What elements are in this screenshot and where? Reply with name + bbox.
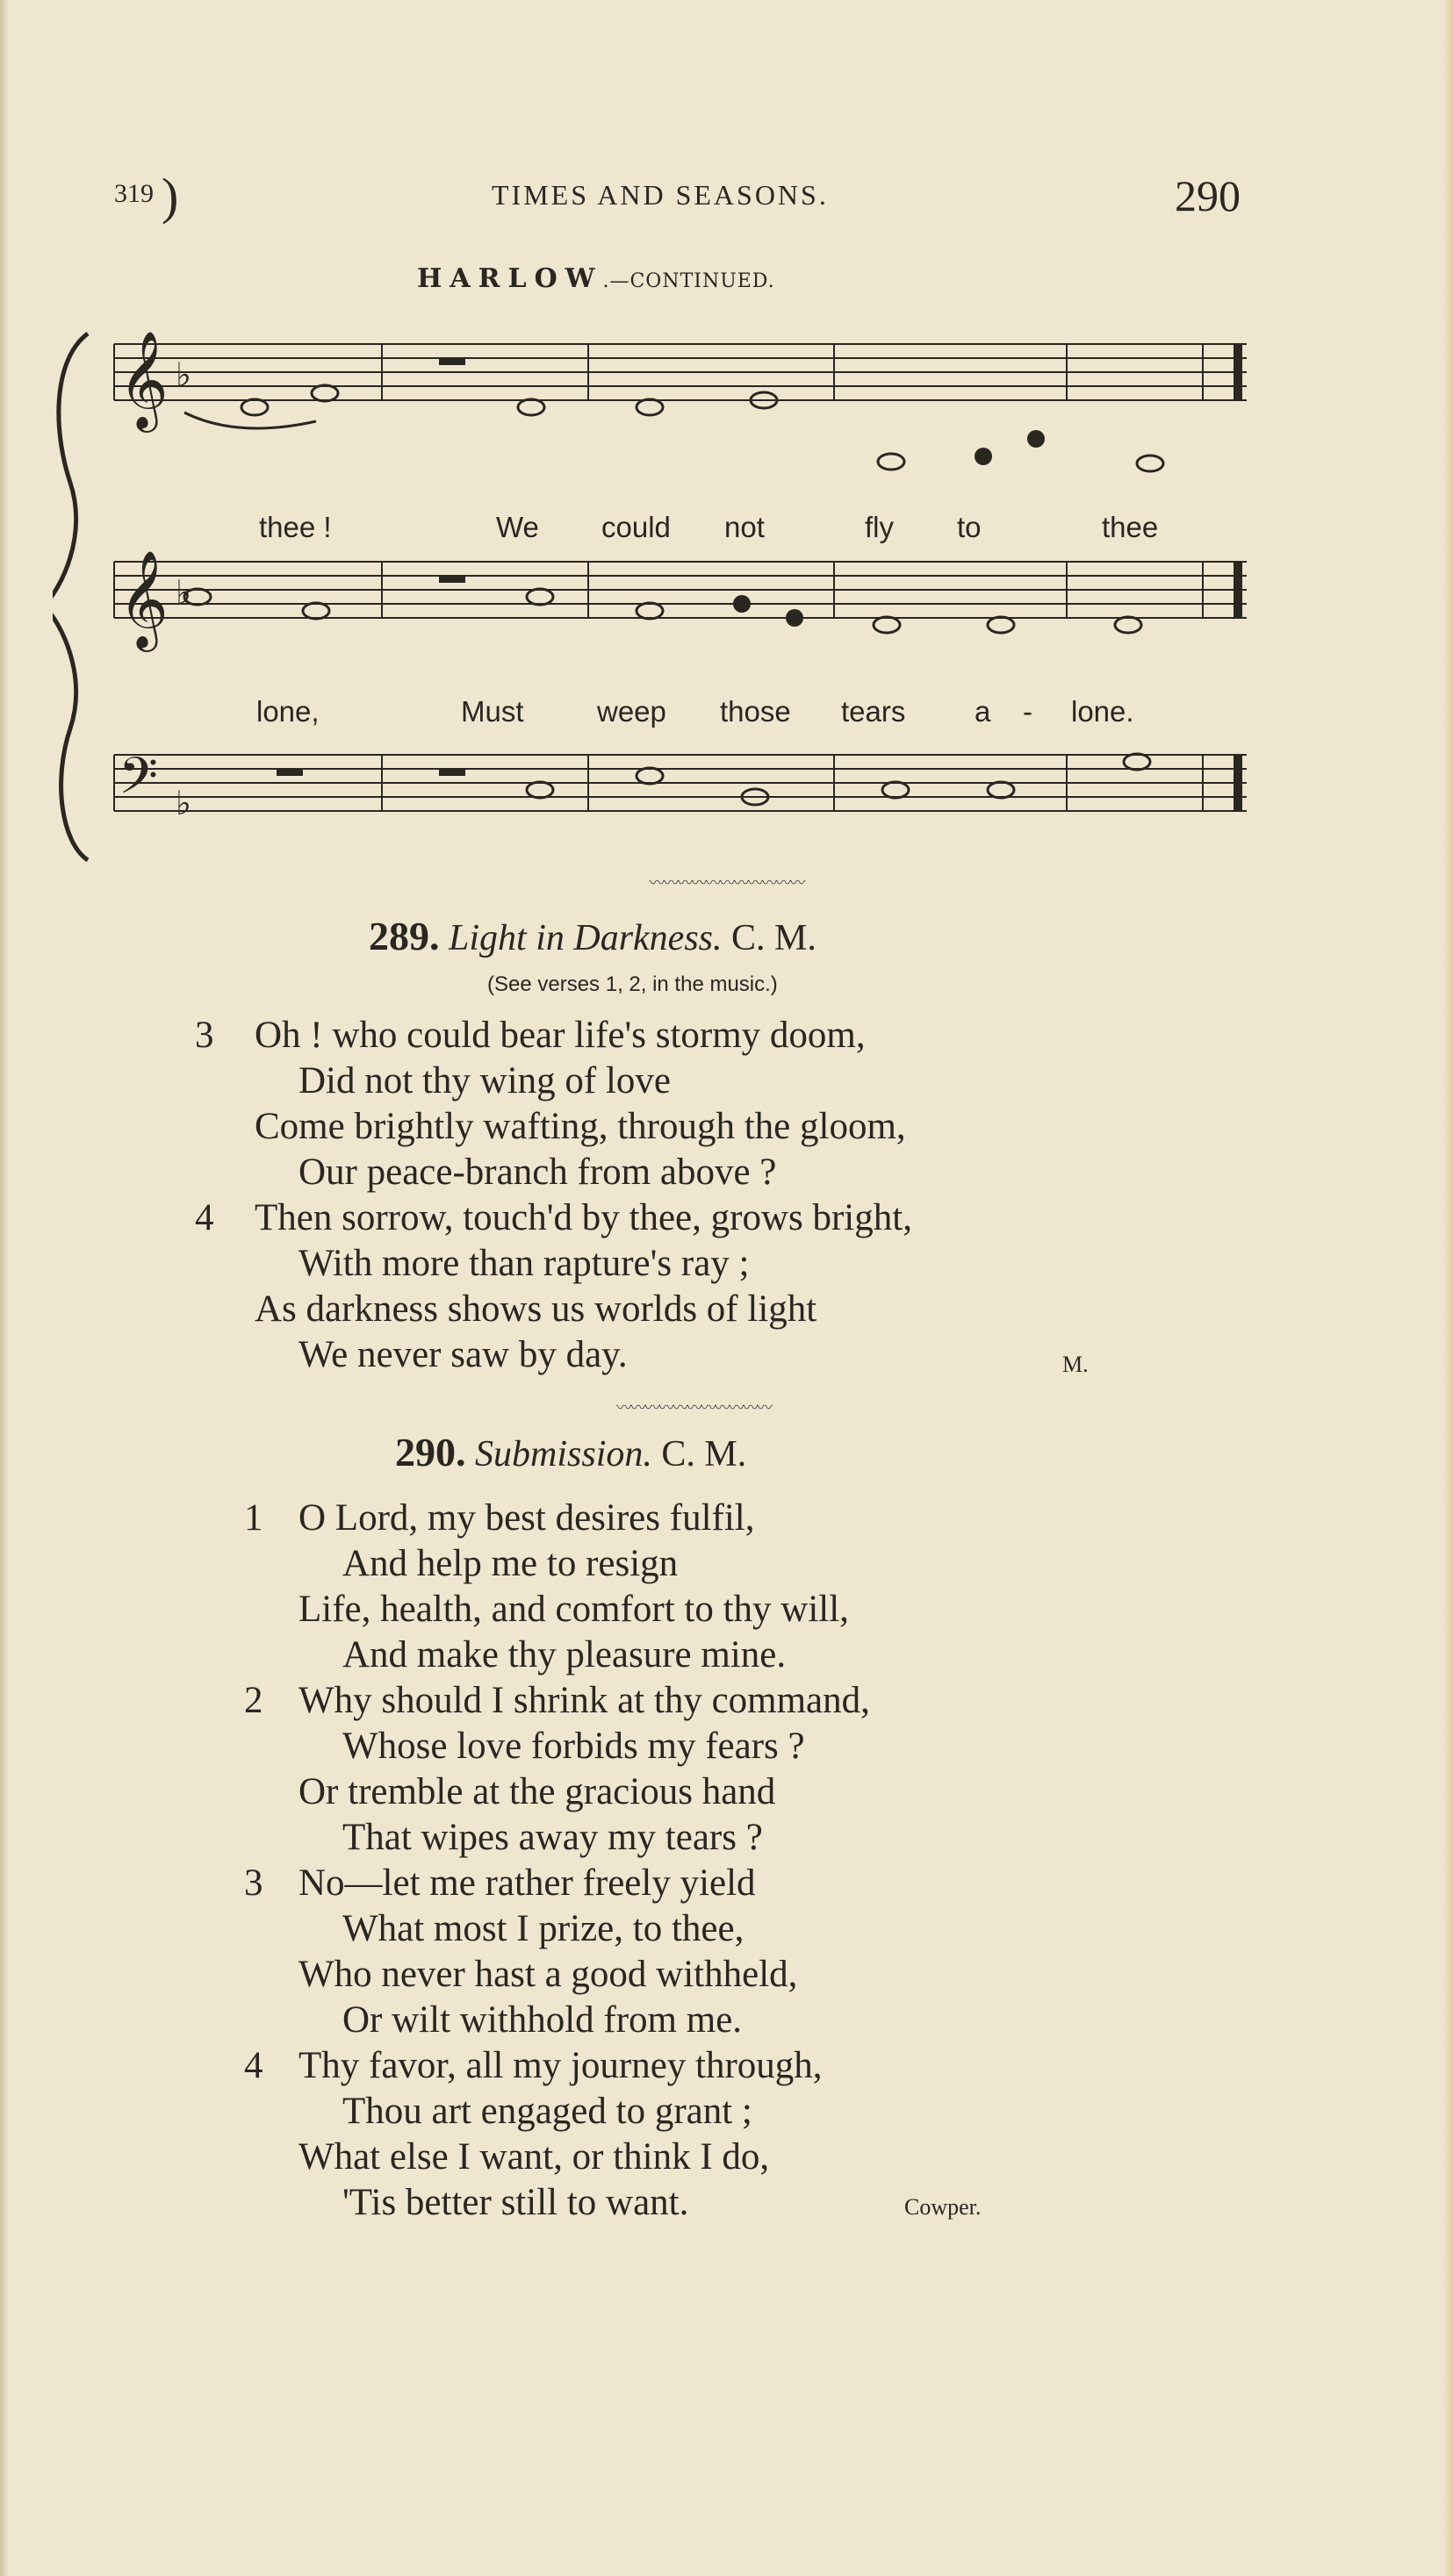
- lyric-word: tears: [841, 695, 906, 728]
- verse-line: 'Tis better still to want.: [342, 2182, 689, 2223]
- verse-line: What else I want, or think I do,: [299, 2136, 770, 2178]
- music-score: [53, 325, 1264, 869]
- verse-line: Thy favor, all my journey through,: [299, 2045, 823, 2086]
- verse-number: 1: [244, 1497, 263, 1539]
- hymn-name: Submission.: [475, 1434, 652, 1475]
- verse-line: Or tremble at the gracious hand: [299, 1771, 776, 1812]
- hymn-name: Light in Darkness.: [449, 918, 723, 958]
- hymn-title: [369, 913, 816, 959]
- verse-line: Come brightly wafting, through the gloom,: [255, 1106, 906, 1147]
- wave-divider: 〰〰〰〰〰〰〰〰〰〰〰: [616, 1399, 771, 1417]
- lyric-word: lone.: [1071, 695, 1134, 728]
- lyric-word: -: [1023, 695, 1032, 728]
- verse-line: And help me to resign: [342, 1543, 679, 1584]
- verse-line: Life, health, and comfort to thy will,: [299, 1589, 849, 1630]
- lyric-word: not: [724, 511, 765, 543]
- tune-continued: .—CONTINUED.: [602, 270, 775, 292]
- lyric-word: to: [957, 511, 982, 543]
- bass-staff: [114, 755, 1247, 811]
- tune-name: HARLOW: [417, 263, 603, 294]
- lyric-word: lone,: [256, 695, 320, 728]
- tune-title: [417, 263, 775, 294]
- verse-line: As darkness shows us worlds of light: [255, 1288, 817, 1330]
- verse-line: Then sorrow, touch'd by thee, grows bright,: [255, 1197, 912, 1238]
- verse-line: And make thy pleasure mine.: [342, 1634, 787, 1675]
- treble-staff: [114, 344, 1247, 400]
- verse-line: With more than rapture's ray ;: [299, 1243, 750, 1284]
- verse-number: 2: [244, 1680, 263, 1721]
- hymn-author: M.: [1062, 1352, 1089, 1377]
- lyric-word: Must: [461, 695, 524, 728]
- verse-line: Who never hast a good withheld,: [299, 1954, 798, 1995]
- lyric-word: thee !: [259, 511, 332, 543]
- verse-number: 4: [195, 1197, 214, 1238]
- hymn-note: (See verses 1, 2, in the music.): [487, 972, 778, 996]
- page-edge: [1442, 0, 1453, 2576]
- section-title: TIMES AND SEASONS.: [492, 179, 829, 211]
- header-bracket: ): [162, 168, 179, 225]
- verse-line: Or wilt withhold from me.: [342, 1999, 743, 2041]
- running-header: [0, 168, 1453, 225]
- svg-text:♭: ♭: [176, 784, 191, 822]
- svg-text:♭: ♭: [176, 573, 191, 612]
- lyric-word: We: [496, 511, 539, 543]
- hymn-number: 290.: [395, 1430, 466, 1475]
- hymn-title: [395, 1429, 746, 1475]
- staff-system: [53, 325, 1264, 869]
- svg-text:𝄞: 𝄞: [119, 549, 169, 648]
- verse-line: O Lord, my best desires fulfil,: [299, 1497, 755, 1539]
- verse-line: Thou art engaged to grant ;: [342, 2091, 752, 2132]
- verse-line: Whose love forbids my fears ?: [342, 1726, 805, 1767]
- verse-number: 4: [244, 2045, 263, 2086]
- hymn-meter: C. M.: [661, 1434, 747, 1475]
- svg-text:𝄞: 𝄞: [119, 330, 169, 428]
- hymn-range-number: 319: [114, 179, 154, 208]
- lyric-word: could: [601, 511, 671, 543]
- svg-text:𝄢: 𝄢: [119, 746, 159, 818]
- lyric-word: thee: [1102, 511, 1159, 543]
- page-number: 290: [1175, 171, 1241, 220]
- verse-line: That wipes away my tears ?: [342, 1817, 763, 1858]
- lyric-word: a: [975, 695, 991, 728]
- verse-line: Oh ! who could bear life's stormy doom,: [255, 1015, 866, 1056]
- wave-divider: 〰〰〰〰〰〰〰〰〰〰〰: [649, 874, 804, 893]
- hymn-meter: C. M.: [731, 918, 816, 958]
- hymn-author: Cowper.: [904, 2194, 982, 2220]
- verse-number: 3: [244, 1862, 263, 1904]
- verse-line: No—let me rather freely yield: [299, 1862, 756, 1904]
- lyric-word: fly: [865, 511, 894, 543]
- alto-staff: [114, 562, 1247, 618]
- hymn-number: 289.: [369, 914, 440, 958]
- lyric-word: those: [720, 695, 791, 728]
- verse-line: Did not thy wing of love: [299, 1060, 671, 1101]
- verse-line: We never saw by day.: [299, 1334, 628, 1375]
- verse-number: 3: [195, 1015, 214, 1056]
- verse-line: Why should I shrink at thy command,: [299, 1680, 870, 1721]
- svg-text:♭: ♭: [176, 355, 191, 394]
- lyric-word: weep: [597, 695, 666, 728]
- verse-line: Our peace-branch from above ?: [299, 1152, 777, 1193]
- page-gutter-shadow: [0, 0, 9, 2576]
- verse-line: What most I prize, to thee,: [342, 1908, 744, 1949]
